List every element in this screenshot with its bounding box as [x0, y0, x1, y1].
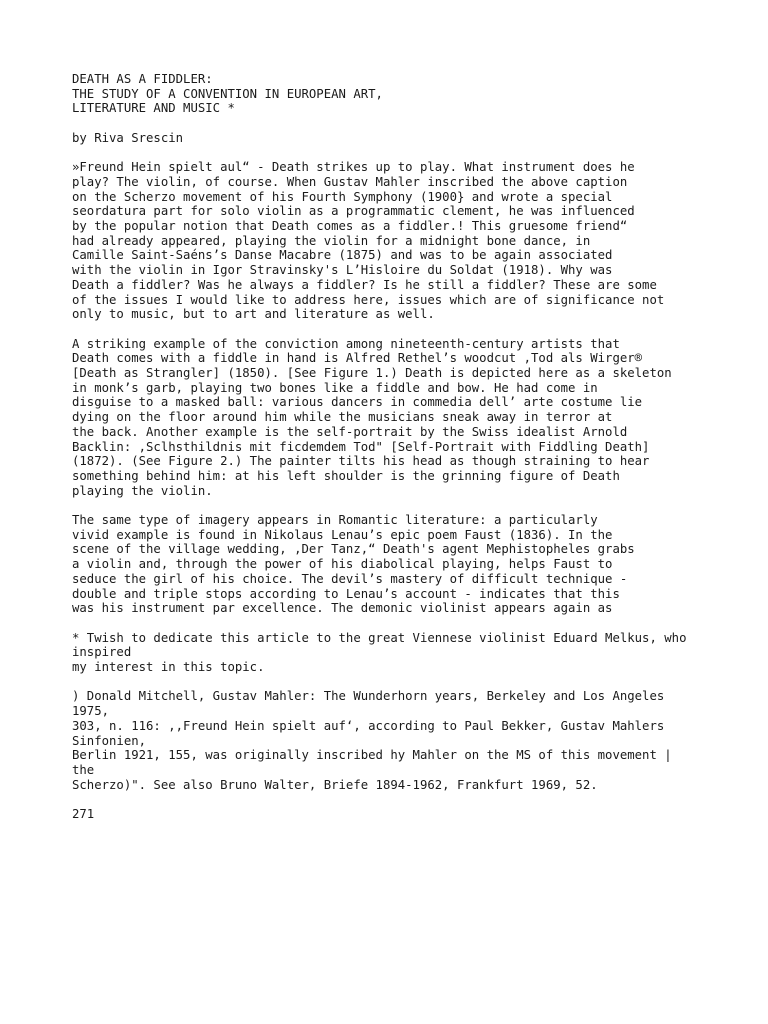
article-title	[72, 72, 712, 116]
text-line: A striking example of the conviction among nineteenth-century artists that	[72, 336, 620, 351]
text-line: Death comes with a fiddle in hand is Alfred Rethel’s woodcut ,Tod als Wirger®	[72, 351, 643, 366]
text-line: Backlin: ,Sclhsthildnis mit ficdemdem Tod" [Self-Portrait with Fiddling Death]	[72, 439, 650, 454]
text-line: was his instrument par excellence. The demonic violinist appears again as	[72, 601, 613, 616]
paragraph-1	[72, 160, 712, 322]
footnote-line: inspired	[72, 645, 132, 660]
text-line: [Death as Strangler] (1850). [See Figure 1.) Death is depicted here as a skeleton	[72, 366, 672, 381]
text-line: with the violin in Igor Stravinsky's L’Hisloire du Soldat (1918). Why was	[72, 263, 613, 278]
footnote-line: 303, n. 116: ,,Freund Hein spielt auf‘, according to Paul Bekker, Gustav Mahlers	[72, 718, 665, 733]
footnote-line: my interest in this topic.	[72, 660, 265, 675]
text-line: Camille Saint-Saéns’s Danse Macabre (1875) and was to be again associated	[72, 248, 613, 263]
text-line: (1872). (See Figure 2.) The painter tilts his head as though straining to hear	[72, 454, 650, 469]
text-line: play? The violin, of course. When Gustav Mahler inscribed the above caption	[72, 174, 628, 189]
text-line: on the Scherzo movement of his Fourth Symphony (1900} and wrote a special	[72, 189, 613, 204]
text-line: seordatura part for solo violin as a programmatic clement, he was influenced	[72, 204, 635, 219]
text-line: something behind him: at his left shoulder is the grinning figure of Death	[72, 468, 620, 483]
author-line: by Riva Srescin	[72, 130, 184, 145]
footnote-line: the	[72, 762, 95, 777]
paragraph-2	[72, 337, 712, 499]
footnote-1	[72, 689, 712, 792]
footnote-line: Sinfonien,	[72, 733, 147, 748]
text-line: had already appeared, playing the violin for a midnight bone dance, in	[72, 233, 591, 248]
text-line: »Freund Hein spielt aul“ - Death strikes up to play. What instrument does he	[72, 160, 635, 175]
title-line: DEATH AS A FIDDLER:	[72, 72, 213, 86]
byline	[72, 131, 712, 146]
footnote-dedication	[72, 631, 712, 675]
page-number: 271	[72, 807, 95, 822]
title-line: LITERATURE AND MUSIC *	[72, 101, 235, 116]
document-page	[72, 72, 712, 836]
text-line: in monk’s garb, playing two bones like a fiddle and bow. He had come in	[72, 380, 598, 395]
text-line: a violin and, through the power of his diabolical playing, helps Faust to	[72, 557, 613, 572]
footnote-line: * Twish to dedicate this article to the great Viennese violinist Eduard Melkus, who	[72, 630, 687, 645]
title-line: THE STUDY OF A CONVENTION IN EUROPEAN ART,	[72, 86, 383, 101]
footnote-line: Berlin 1921, 155, was originally inscribed hy Mahler on the MS of this movement |	[72, 748, 672, 763]
text-line: the back. Another example is the self-portrait by the Swiss idealist Arnold	[72, 424, 628, 439]
paragraph-3	[72, 513, 712, 616]
footnote-line: Scherzo)". See also Bruno Walter, Briefe 1894-1962, Frankfurt 1969, 52.	[72, 777, 598, 792]
page-number-block	[72, 807, 712, 822]
text-line: dying on the floor around him while the musicians sneak away in terror at	[72, 410, 613, 425]
text-line: playing the violin.	[72, 483, 213, 498]
footnote-line: 1975,	[72, 704, 110, 719]
text-line: double and triple stops according to Lenau’s account - indicates that this	[72, 586, 620, 601]
footnote-line: ) Donald Mitchell, Gustav Mahler: The Wunderhorn years, Berkeley and Los Angeles	[72, 689, 665, 704]
text-line: vivid example is found in Nikolaus Lenau’s epic poem Faust (1836). In the	[72, 527, 613, 542]
text-line: only to music, but to art and literature as well.	[72, 307, 435, 322]
text-line: Death a fiddler? Was he always a fiddler? Is he still a fiddler? These are some	[72, 277, 657, 292]
text-line: The same type of imagery appears in Romantic literature: a particularly	[72, 513, 598, 528]
text-line: disguise to a masked ball: various dancers in commedia dell’ arte costume lie	[72, 395, 643, 410]
text-line: of the issues I would like to address here, issues which are of significance not	[72, 292, 665, 307]
text-line: seduce the girl of his choice. The devil’s mastery of difficult technique -	[72, 571, 628, 586]
text-line: scene of the village wedding, ,Der Tanz,“ Death's agent Mephistopheles grabs	[72, 542, 635, 557]
text-line: by the popular notion that Death comes as a fiddler.! This gruesome friend“	[72, 219, 628, 233]
